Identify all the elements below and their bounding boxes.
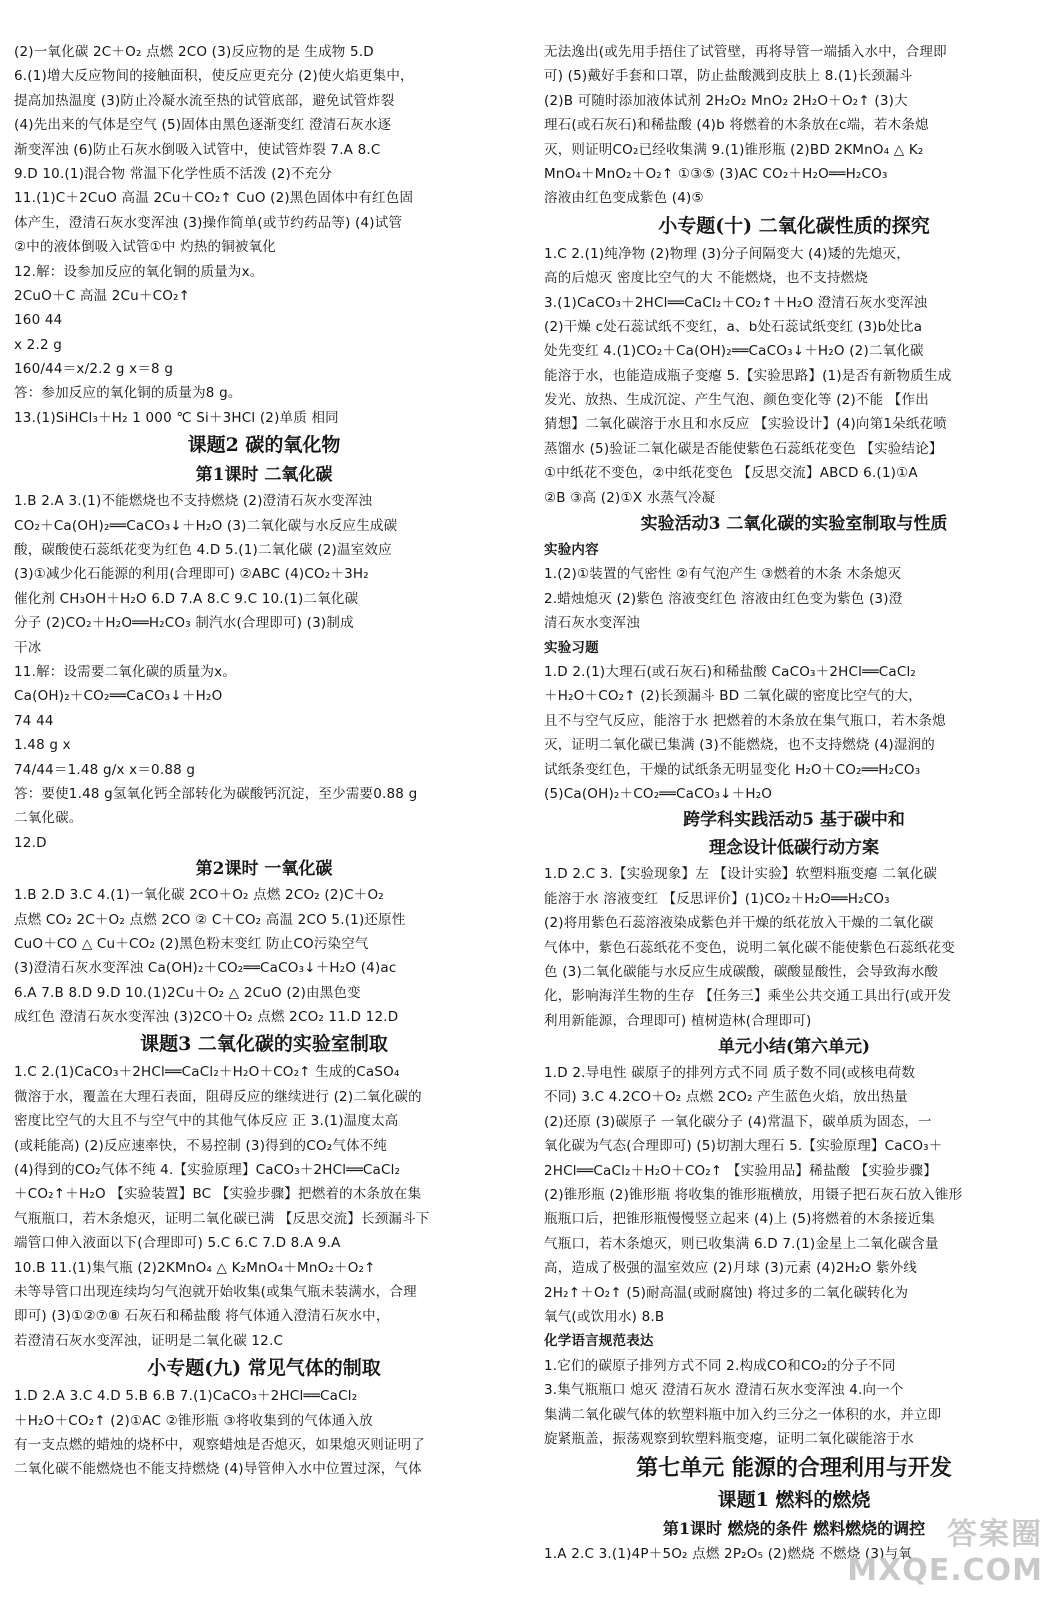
answer-line: 化，影响海洋生物的生存 【任务三】乘坐公共交通工具出行(或开发 <box>544 988 952 1005</box>
section-label: 实验习题 <box>544 639 599 656</box>
section-heading: 课题3 二氧化碳的实验室制取 <box>140 1033 388 1056</box>
answer-line: 气瓶口，若木条熄灭，则已收集满 6.D 7.(1)金星上二氧化碳含量 <box>544 1235 939 1252</box>
answer-line: 且不与空气反应，能溶于水 把燃着的木条放在集气瓶口，若木条熄 <box>544 712 946 729</box>
section-heading: 跨学科实践活动5 基于碳中和 <box>683 810 905 831</box>
answer-line: 有一支点燃的蜡烛的烧杯中，观察蜡烛是否熄灭，如果熄灭则证明了 <box>14 1436 425 1453</box>
section-heading: 单元小结(第六单元) <box>717 1037 871 1058</box>
section-heading: 第七单元 能源的合理利用与开发 <box>636 1455 952 1482</box>
section-heading: 实验活动3 二氧化碳的实验室制取与性质 <box>640 514 948 535</box>
answer-line: 猜想】二氧化碳溶于水且和水反应 【实验设计】(4)向第1朵纸花喷 <box>544 416 947 433</box>
answer-line: 成红色 澄清石灰水变浑浊 (3)2CO＋O₂ 点燃 2CO₂ 11.D 12.D <box>14 1009 399 1026</box>
answer-line: ②B ③高 (2)①X 水蒸气冷凝 <box>544 489 716 506</box>
answer-line: 160/44＝x/2.2 g x＝8 g <box>14 361 174 378</box>
answer-line: 端管口伸入液面以下(合理即可) 5.C 6.C 7.D 8.A 9.A <box>14 1235 341 1252</box>
answer-line: 可) (5)戴好手套和口罩，防止盐酸溅到皮肤上 8.(1)长颈漏斗 <box>544 68 913 85</box>
answer-line: 1.C 2.(1)纯净物 (2)物理 (3)分子间隔变大 (4)矮的先熄灭， <box>544 245 910 262</box>
answer-line: 集满二氧化碳气体的软塑料瓶中加入约三分之一体积的水，并立即 <box>544 1406 942 1423</box>
answer-line: 氧化碳为气态(合理即可) (5)切割大理石 5.【实验原理】CaCO₃＋ <box>544 1138 943 1155</box>
answer-line: 渐变浑浊 (6)防止石灰水倒吸入试管中，使试管炸裂 7.A 8.C <box>14 141 381 158</box>
answer-line: 未等导管口出现连续均匀气泡就开始收集(或集气瓶未装满水，合理 <box>14 1283 417 1300</box>
watermark-url: MXQE.COM <box>847 1553 1043 1588</box>
answer-line: 1.C 2.(1)CaCO₃＋2HCl══CaCl₂＋H₂O＋CO₂↑ 生成的CaSO₄ <box>14 1064 400 1081</box>
answer-line: (4)先出来的气体是空气 (5)固体由黑色逐渐变红 澄清石灰水逐 <box>14 117 392 134</box>
answer-line: 2HCl══CaCl₂＋H₂O＋CO₂↑ 【实验用品】稀盐酸 【实验步骤】 <box>544 1162 937 1179</box>
answer-line: 1.A 2.C 3.(1)4P＋5O₂ 点燃 2P₂O₅ (2)燃烧 不燃烧 (3)与氧 <box>544 1546 913 1563</box>
section-heading: 课题2 碳的氧化物 <box>187 434 341 457</box>
answer-line: 答：要使1.48 g氢氧化钙全部转化为碳酸钙沉淀，至少需要0.88 g <box>14 785 418 802</box>
section-heading: 小专题(九) 常见气体的制取 <box>147 1357 381 1380</box>
answer-line: 微溶于水，覆盖在大理石表面，阻碍反应的继续进行 (2)二氧化碳的 <box>14 1088 422 1105</box>
answer-line: 二氧化碳不能燃烧也不能支持燃烧 (4)导管伸入水中位置过深，气体 <box>14 1461 422 1478</box>
answer-line: CO₂＋Ca(OH)₂══CaCO₃↓＋H₂O (3)二氧化碳与水反应生成碳 <box>14 517 398 534</box>
answer-line: MnO₄＋MnO₂＋O₂↑ ①③⑤ (3)AC CO₂＋H₂O══H₂CO₃ <box>544 165 888 182</box>
answer-line: 6.A 7.B 8.D 9.D 10.(1)2Cu＋O₂ △ 2CuO (2)由黑色变 <box>14 984 361 1001</box>
answer-line: 无法逸出(或先用手捂住了试管壁，再将导管一端插入水中，合理即 <box>544 44 947 60</box>
answer-line: 蒸馏水 (5)验证二氧化碳是否能使紫色石蕊纸花变色 【实验结论】 <box>544 440 943 457</box>
answer-line: 10.B 11.(1)集气瓶 (2)2KMnO₄ △ K₂MnO₄＋MnO₂＋O₂↑ <box>14 1259 376 1276</box>
answer-line: (2)干燥 c处石蕊试纸不变红，a、b处石蕊试纸变红 (3)b处比a <box>544 318 923 335</box>
answer-line: 不同) 3.C 4.2CO＋O₂ 点燃 2CO₂ 产生蓝色火焰，放出热量 <box>544 1089 908 1106</box>
answer-line: 6.(1)增大反应物间的接触面积，使反应更充分 (2)使火焰更集中， <box>14 68 414 85</box>
answer-line: CuO＋CO △ Cu＋CO₂ (2)黑色粉末变红 防止CO污染空气 <box>14 935 369 952</box>
watermark-logo-text: 答案圈 <box>947 1517 1043 1552</box>
answer-line: Ca(OH)₂＋CO₂══CaCO₃↓＋H₂O <box>14 688 223 705</box>
answer-line: 瓶瓶口后，把锥形瓶慢慢竖立起来 (4)上 (5)将燃着的木条接近集 <box>544 1211 935 1228</box>
right-column <box>544 40 1044 1567</box>
answer-line: 灭，证明二氧化碳已集满 (3)不能燃烧，也不支持燃烧 (4)湿润的 <box>544 737 935 754</box>
answer-line: 色 (3)二氧化碳能与水反应生成碳酸，碳酸显酸性，会导致海水酸 <box>544 963 939 980</box>
answer-line: 点燃 CO₂ 2C＋O₂ 点燃 2CO ② C＋CO₂ 高温 2CO 5.(1)还原性 <box>14 911 406 928</box>
answer-line: 1.D 2.导电性 碳原子的排列方式不同 质子数不同(或核电荷数 <box>544 1065 916 1082</box>
answer-line: 1.它们的碳原子排列方式不同 2.构成CO和CO₂的分子不同 <box>544 1357 896 1374</box>
answer-line: (2)锥形瓶 (2)锥形瓶 将收集的锥形瓶横放，用镊子把石灰石放入锥形 <box>544 1187 963 1204</box>
answer-line: 若澄清石灰水变浑浊，证明是二氧化碳 12.C <box>14 1332 284 1349</box>
answer-line: 处先变红 4.(1)CO₂＋Ca(OH)₂══CaCO₃↓＋H₂O (2)二氧化碳 <box>544 343 924 360</box>
answer-line: 清石灰水变浑浊 <box>544 615 640 632</box>
answer-line: 试纸条变红色，干燥的试纸条无明显变化 H₂O＋CO₂══H₂CO₃ <box>544 761 921 778</box>
answer-line: 提高加热温度 (3)防止冷凝水流至热的试管底部，避免试管炸裂 <box>14 92 395 109</box>
answer-line: 2H₂↑＋O₂↑ (5)耐高温(或耐腐蚀) 将过多的二氧化碳转化为 <box>544 1284 909 1301</box>
answer-line: 二氧化碳。 <box>14 810 83 827</box>
section-heading: 第1课时 二氧化碳 <box>195 465 333 486</box>
answer-line: (5)Ca(OH)₂＋CO₂══CaCO₃↓＋H₂O <box>544 785 773 802</box>
answer-line: 11.解：设需要二氧化碳的质量为x。 <box>14 663 237 680</box>
answer-line: 理石(或石灰石)和稀盐酸 (4)b 将燃着的木条放在c端，若木条熄 <box>544 117 929 134</box>
answer-line: 灭，则证明CO₂已经收集满 9.(1)锥形瓶 (2)BD 2KMnO₄ △ K₂ <box>544 141 924 158</box>
answer-line: ＋CO₂↑＋H₂O 【实验装置】BC 【实验步骤】把燃着的木条放在集 <box>14 1186 422 1203</box>
section-heading: 第2课时 一氧化碳 <box>195 859 333 880</box>
answer-line: (3)澄清石灰水变浑浊 Ca(OH)₂＋CO₂══CaCO₃↓＋H₂O (4)ac <box>14 960 397 977</box>
answer-line: 密度比空气的大且不与空气中的其他气体反应 正 3.(1)温度太高 <box>14 1113 399 1130</box>
answer-line: 11.(1)C＋2CuO 高温 2Cu＋CO₂↑ CuO (2)黑色固体中有红色固 <box>14 190 414 207</box>
answer-line: 2.蜡烛熄灭 (2)紫色 溶液变红色 溶液由红色变为紫色 (3)澄 <box>544 590 903 607</box>
answer-line: 74 44 <box>14 712 54 729</box>
answer-line: 分子 (2)CO₂＋H₂O══H₂CO₃ 制汽水(合理即可) (3)制成 <box>14 615 354 632</box>
answer-line: 能溶于水 溶液变红 【反思评价】(1)CO₂＋H₂O══H₂CO₃ <box>544 890 890 907</box>
section-heading: 小专题(十) 二氧化碳性质的探究 <box>658 214 930 237</box>
answer-line: 1.D 2.(1)大理石(或石灰石)和稀盐酸 CaCO₃＋2HCl══CaCl₂ <box>544 663 917 680</box>
answer-line: x 2.2 g <box>14 336 63 353</box>
answer-line: ＋H₂O＋CO₂↑ (2)长颈漏斗 BD 二氧化碳的密度比空气的大， <box>544 688 922 705</box>
answer-line: 即可) (3)①②⑦⑧ 石灰石和稀盐酸 将气体通入澄清石灰水中， <box>14 1308 390 1325</box>
answer-line: 溶液由红色变成紫色 (4)⑤ <box>544 190 704 207</box>
section-heading: 课题1 燃料的燃烧 <box>717 1489 871 1512</box>
answer-line: (2)B 可随时添加液体试剂 2H₂O₂ MnO₂ 2H₂O＋O₂↑ (3)大 <box>544 92 908 109</box>
answer-line: 12.解：设参加反应的氧化铜的质量为x。 <box>14 263 264 280</box>
answer-line: (2)还原 (3)碳原子 一氧化碳分子 (4)常温下，碳单质为固态，一 <box>544 1113 932 1130</box>
answer-line: (3)①减少化石能源的利用(合理即可) ②ABC (4)CO₂＋3H₂ <box>14 566 369 583</box>
answer-line: 13.(1)SiHCl₃＋H₂ 1 000 ℃ Si＋3HCl (2)单质 相同 <box>14 409 339 426</box>
answer-line: ②中的液体倒吸入试管①中 灼热的铜被氧化 <box>14 239 276 256</box>
answer-line: 9.D 10.(1)混合物 常温下化学性质不活泼 (2)不充分 <box>14 165 333 182</box>
answer-line: 旋紧瓶盖，振荡观察到软塑料瓶变瘪，证明二氧化碳能溶于水 <box>544 1430 914 1447</box>
answer-line: 1.48 g x <box>14 737 71 754</box>
section-heading: 理念设计低碳行动方案 <box>709 838 879 859</box>
answer-line: 体产生，澄清石灰水变浑浊 (3)操作简单(或节约药品等) (4)试管 <box>14 214 403 231</box>
answer-line: 1.B 2.A 3.(1)不能燃烧也不支持燃烧 (2)澄清石灰水变浑浊 <box>14 493 373 510</box>
answer-line: 发光、放热、生成沉淀、产生气泡、颜色变化等 (2)不能 【作出 <box>544 392 929 409</box>
answer-line: 催化剂 CH₃OH＋H₂O 6.D 7.A 8.C 9.C 10.(1)二氧化碳 <box>14 590 359 607</box>
answer-line: 3.集气瓶瓶口 熄灭 澄清石灰水 澄清石灰水变浑浊 4.向一个 <box>544 1382 904 1399</box>
answer-line: 能溶于水，也能造成瓶子变瘪 5.【实验思路】(1)是否有新物质生成 <box>544 367 952 384</box>
answer-line: 1.B 2.D 3.C 4.(1)一氧化碳 2CO＋O₂ 点燃 2CO₂ (2)C＋O₂ <box>14 887 384 904</box>
section-label: 实验内容 <box>544 542 599 559</box>
answer-line: (4)得到的CO₂气体不纯 4.【实验原理】CaCO₃＋2HCl══CaCl₂ <box>14 1162 401 1179</box>
answer-line: ①中纸花不变色，②中纸花变色 【反思交流】ABCD 6.(1)①A <box>544 465 918 482</box>
answer-line: 气瓶瓶口，若木条熄灭，证明二氧化碳已满 【反思交流】长颈漏斗下 <box>14 1210 430 1227</box>
answer-line: ＋H₂O＋CO₂↑ (2)①AC ②锥形瓶 ③将收集到的气体通入放 <box>14 1412 373 1429</box>
section-label: 化学语言规范表达 <box>544 1333 654 1350</box>
answer-line: 利用新能源，合理即可) 植树造林(合理即可) <box>544 1012 812 1029</box>
answer-line: 74/44＝1.48 g/x x＝0.88 g <box>14 761 196 778</box>
answer-line: 酸，碳酸使石蕊纸花变为红色 4.D 5.(1)二氧化碳 (2)温室效应 <box>14 542 392 559</box>
answer-line: (2)一氧化碳 2C＋O₂ 点燃 2CO (3)反应物的是 生成物 5.D <box>14 44 374 60</box>
answer-line: 氧气(或饮用水) 8.B <box>544 1308 665 1325</box>
answer-line: 1.(2)①装置的气密性 ②有气泡产生 ③燃着的木条 木条熄灭 <box>544 566 902 583</box>
section-heading: 第1课时 燃烧的条件 燃料燃烧的调控 <box>662 1519 926 1539</box>
left-column <box>14 40 514 1482</box>
answer-line: 高的后熄灭 密度比空气的大 不能燃烧，也不支持燃烧 <box>544 270 869 287</box>
answer-line: 160 44 <box>14 312 63 329</box>
answer-line: (2)将用紫色石蕊溶液染成紫色并干燥的纸花放入干燥的二氧化碳 <box>544 915 934 932</box>
answer-line: (或耗能高) (2)反应速率快，不易控制 (3)得到的CO₂气体不纯 <box>14 1137 388 1154</box>
watermark <box>847 1509 1043 1588</box>
answer-line: 气体中，紫色石蕊纸花不变色，说明二氧化碳不能使紫色石蕊纸花变 <box>544 939 955 956</box>
answer-line: 答：参加反应的氧化铜的质量为8 g。 <box>14 385 242 402</box>
answer-line: 干冰 <box>14 639 42 656</box>
answer-line: 12.D <box>14 834 47 851</box>
answer-line: 2CuO＋C 高温 2Cu＋CO₂↑ <box>14 287 191 304</box>
answer-line: 1.D 2.A 3.C 4.D 5.B 6.B 7.(1)CaCO₃＋2HCl══CaCl₂ <box>14 1388 358 1405</box>
answer-line: 高，造成了极强的温室效应 (2)月球 (3)元素 (4)2H₂O 紫外线 <box>544 1260 918 1277</box>
answer-line: 1.D 2.C 3.【实验现象】左 【设计实验】软塑料瓶变瘪 二氧化碳 <box>544 866 938 883</box>
answer-line: 3.(1)CaCO₃＋2HCl══CaCl₂＋CO₂↑＋H₂O 澄清石灰水变浑浊 <box>544 294 928 311</box>
